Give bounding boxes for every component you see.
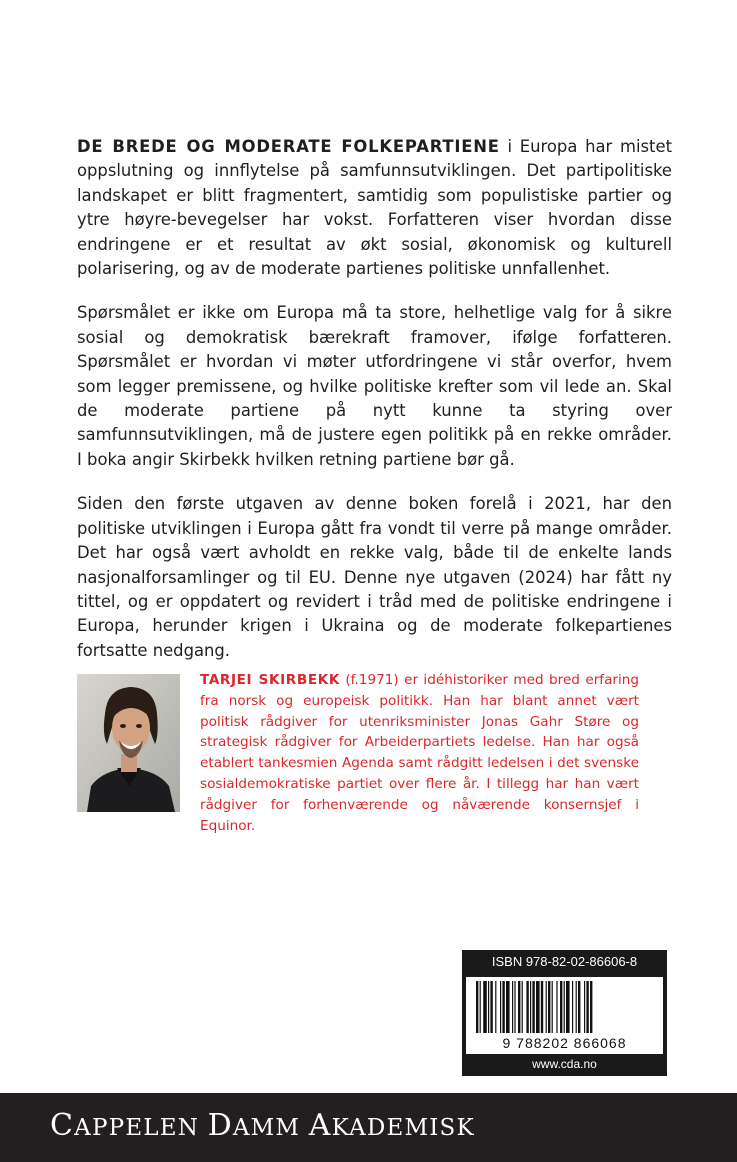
barcode-bar <box>530 981 531 1033</box>
isbn-number: ISBN 978-82-02-86606-8 <box>491 954 638 969</box>
barcode-bar <box>536 981 540 1033</box>
barcode-bar <box>514 981 515 1033</box>
publisher-word-3: KADEMISK <box>331 1115 475 1141</box>
barcode-bar <box>490 981 492 1033</box>
barcode-bar <box>578 981 580 1033</box>
publisher-initial-c: C <box>50 1108 75 1143</box>
barcode-bar <box>586 981 588 1033</box>
author-portrait-image <box>77 674 180 812</box>
blurb-lead: DE BREDE OG MODERATE FOLKEPARTIENE <box>77 137 500 156</box>
author-photo <box>77 674 180 812</box>
blurb-paragraph-2: Spørsmålet er ikke om Europa må ta store, helhetlige valg for å sikre sosial og demokratisk bærekraft framover, ifølge forfatteren. Spørsmålet er hvordan vi møter utfordringene vi står overfor, hvem som legger premissene, og hvilke politiske krefter som vil lede an. Skal de moderate partiene på nytt kunne ta styring over samfunnsutviklingen, må de justere egen politikk på en rekke områder. I boka angir Skirbekk hvilken retning partiene bør gå. <box>77 303 672 469</box>
barcode-bar <box>488 981 489 1033</box>
barcode-bar <box>560 981 562 1033</box>
barcode-bar <box>512 981 513 1033</box>
author-bio-text: (f.1971) er idéhistoriker med bred erfaring fra norsk og europeisk politikk. Han har blant annet vært politisk rådgiver for utenriksminister Jonas Gahr Støre og strategisk rådgiver for Arbeiderpartiets ledelse. Han har også etablert tankesmien Agenda samt rådgitt ledelsen i det svenske sosialdemokratiske partiet over flere år. I tillegg har han vært rådgiver for forhenværende og nåværende konsernsjef i Equinor. <box>200 672 640 834</box>
barcode-bar <box>526 981 528 1033</box>
isbn-barcode-box <box>462 950 667 1076</box>
barcode-bar <box>584 981 585 1033</box>
barcode-bar <box>546 981 547 1033</box>
barcode-bar <box>502 981 504 1033</box>
barcode-bar <box>518 981 520 1033</box>
blurb-paragraph-3: Siden den første utgaven av denne boken forelå i 2021, har den politiske utviklingen i Europa gått fra vondt til verre på mange områder. Det har også vært avholdt en rekke valg, både til de enkelte lands nasjonalforsamlinger og til EU. Denne nye utgaven (2024) har fått ny tittel, og er oppdatert og revidert i tråd med de politiske endringene i Europa, herunder krigen i Ukraina og de moderate folkepartienes fortsatte nedgang. <box>77 494 672 660</box>
barcode-bar <box>532 981 534 1033</box>
barcode-bar <box>483 981 487 1033</box>
barcode-bar <box>541 981 543 1033</box>
barcode-bars <box>466 977 663 1037</box>
back-cover-blurb <box>77 135 672 683</box>
publisher-word-1: APPELEN <box>74 1115 208 1141</box>
barcode-bar <box>506 981 510 1033</box>
barcode-bar <box>548 981 550 1033</box>
publisher-url: www.cda.no <box>532 1057 597 1071</box>
barcode-bar <box>480 981 481 1033</box>
blurb-paragraph-1-text: i Europa har mistet oppslutning og innflytelse på samfunnsutviklingen. Det partipolitiske landskapet er blitt fragmentert, samtidig som populistiske partier og ytre høyre-bevegelser har vokst. Forfatteren viser hvordan disse endringene er et resultat av økt sosial, økonomisk og kulturell polarisering, og av de moderate partienes politiske unnfallenhet. <box>77 137 672 279</box>
barcode <box>466 977 663 1054</box>
publisher-initial-a: A <box>308 1108 332 1143</box>
barcode-bar <box>566 981 570 1033</box>
author-name: TARJEI SKIRBEKK <box>200 672 340 688</box>
barcode-bar <box>576 981 577 1033</box>
blurb-paragraph-1 <box>77 135 672 281</box>
barcode-digits: 9 788202 866068 <box>502 1035 627 1051</box>
barcode-bar <box>476 981 478 1033</box>
barcode-bar <box>522 981 523 1033</box>
barcode-bar <box>500 981 501 1033</box>
publisher-word-2: AMM <box>232 1115 309 1141</box>
barcode-bar <box>556 981 557 1033</box>
publisher-name <box>50 1108 475 1143</box>
barcode-bar <box>572 981 573 1033</box>
publisher-initial-d: D <box>207 1108 233 1143</box>
barcode-bar <box>564 981 565 1033</box>
barcode-bar <box>552 981 553 1033</box>
publisher-footer <box>0 1093 737 1162</box>
author-bio <box>200 670 639 836</box>
barcode-bar <box>495 981 496 1033</box>
barcode-bar <box>590 981 592 1033</box>
